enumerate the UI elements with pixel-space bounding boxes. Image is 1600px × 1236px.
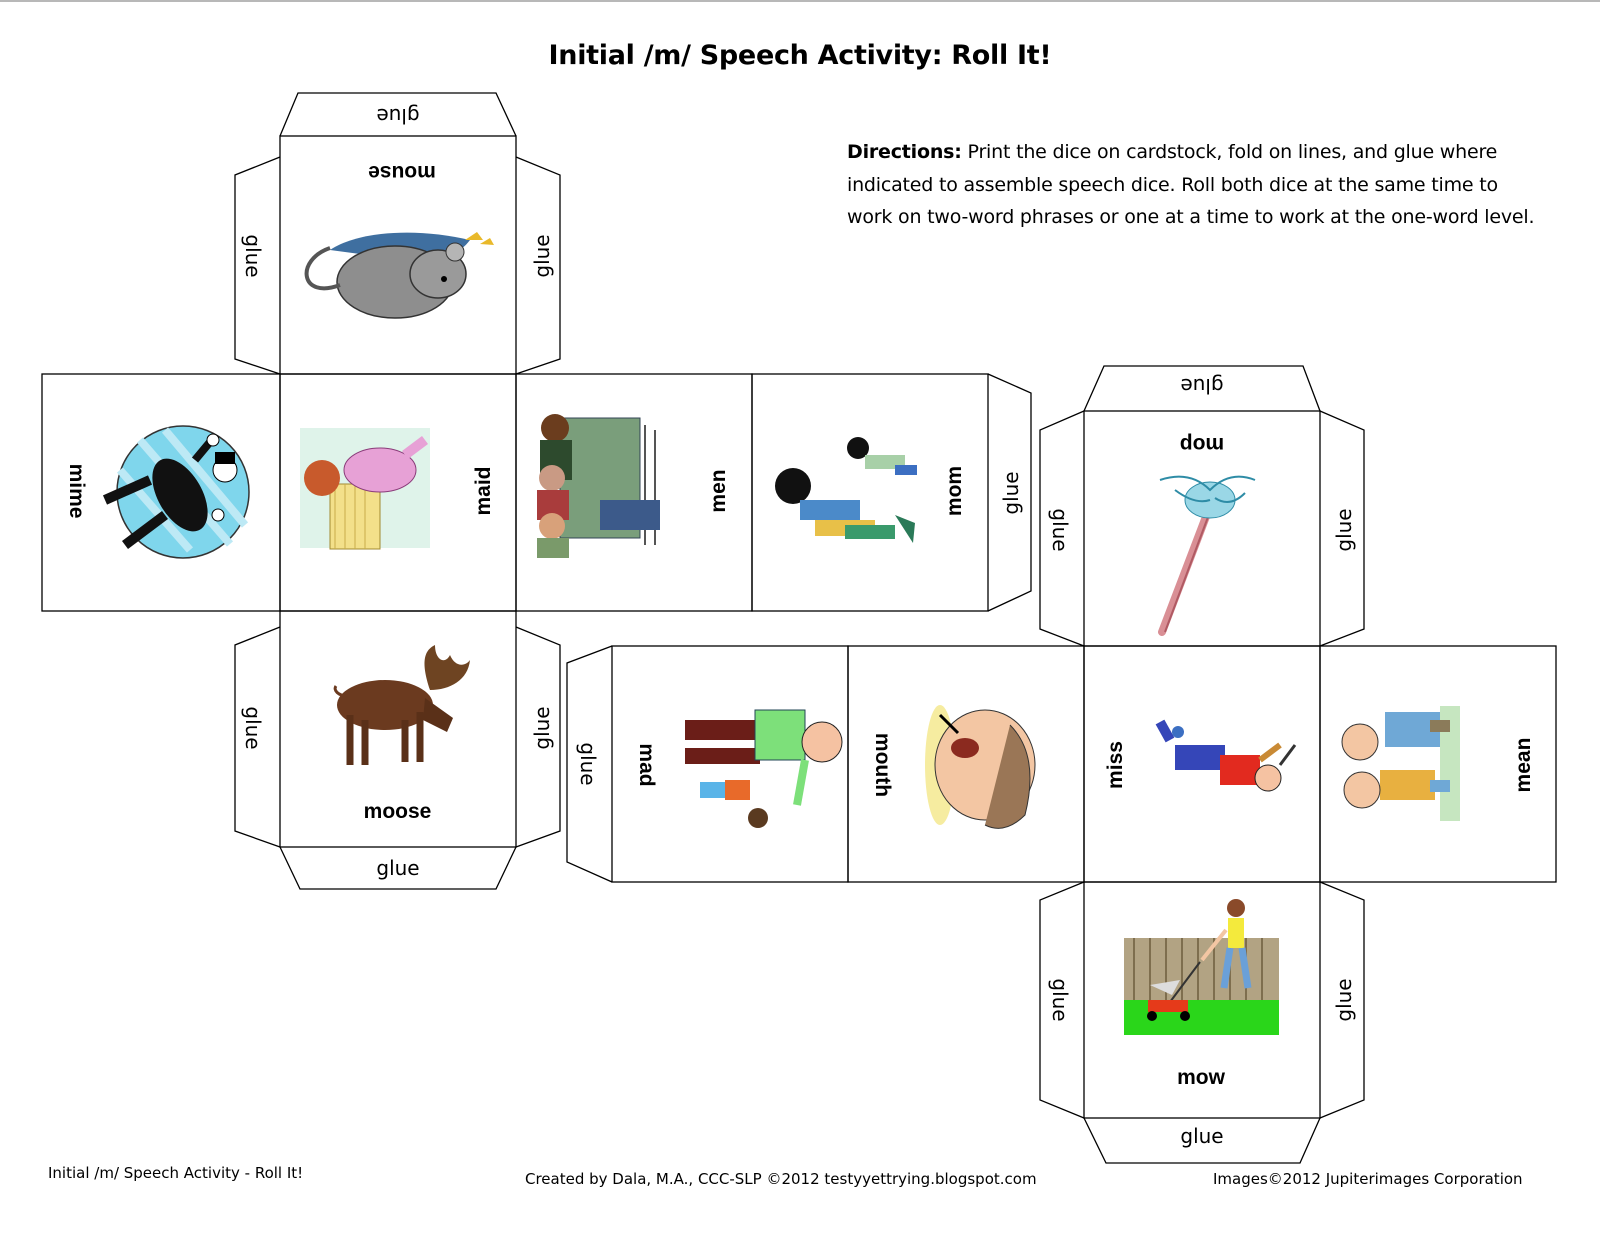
miss-picture xyxy=(1160,722,1295,791)
glue-label-die1-right-top: glue xyxy=(530,234,554,278)
glue-label-die1-bottom: glue xyxy=(376,856,420,880)
mean-picture xyxy=(1342,706,1460,821)
word-men: men xyxy=(707,469,730,513)
mow-picture xyxy=(1124,899,1279,1035)
glue-label-die2-left-bottom: glue xyxy=(1048,978,1072,1022)
glue-label-die1-left-bottom: glue xyxy=(241,706,265,750)
word-mime: mime xyxy=(65,463,88,519)
glue-label-die2-top: glue xyxy=(1180,374,1224,398)
word-mouse: mouse xyxy=(368,161,436,184)
word-mouth: mouth xyxy=(871,732,894,798)
mad-picture xyxy=(685,710,842,828)
word-mean: mean xyxy=(1512,737,1535,793)
word-mad: mad xyxy=(635,743,658,787)
word-moose: moose xyxy=(363,800,432,823)
glue-label-die1-left-top: glue xyxy=(241,234,265,278)
mime-picture xyxy=(105,426,249,558)
maid-picture xyxy=(300,428,430,549)
word-mop: mop xyxy=(1179,433,1225,456)
glue-label-die2-right-bottom: glue xyxy=(1332,978,1356,1022)
word-mow: mow xyxy=(1177,1066,1225,1089)
mop-picture xyxy=(1160,477,1255,632)
page-title: Initial /m/ Speech Activity: Roll It! xyxy=(548,40,1052,71)
directions-body: Print the dice on cardstock, fold on lines, and glue where indicated to assemble speech dice. Roll both dice at the same time to work on two-word phrases or one at a time to work at the one-word level. xyxy=(847,141,1535,228)
glue-label-die2-right-top: glue xyxy=(1332,508,1356,552)
men-picture xyxy=(537,414,660,558)
word-maid: maid xyxy=(472,466,495,516)
moose-picture xyxy=(335,645,470,765)
mom-picture xyxy=(775,437,917,543)
directions-label: Directions: xyxy=(847,141,962,163)
word-miss: miss xyxy=(1104,741,1127,789)
mouth-picture xyxy=(925,705,1035,828)
glue-label-die1-right-end: glue xyxy=(999,471,1023,515)
footer-center: Created by Dala, M.A., CCC-SLP ©2012 testyyettrying.blogspot.com xyxy=(525,1170,1037,1188)
word-mom: mom xyxy=(943,465,966,517)
glue-label-die2-left-top: glue xyxy=(1048,508,1072,552)
glue-label-die2-bottom: glue xyxy=(1180,1124,1224,1148)
glue-label-die1-top: glue xyxy=(376,104,420,128)
glue-label-die2-left-end: glue xyxy=(576,742,600,786)
mouse-picture xyxy=(307,232,494,318)
glue-label-die1-right-bottom: glue xyxy=(530,706,554,750)
footer-right: Images©2012 Jupiterimages Corporation xyxy=(1213,1170,1523,1188)
footer-left: Initial /m/ Speech Activity - Roll It! xyxy=(48,1164,304,1182)
